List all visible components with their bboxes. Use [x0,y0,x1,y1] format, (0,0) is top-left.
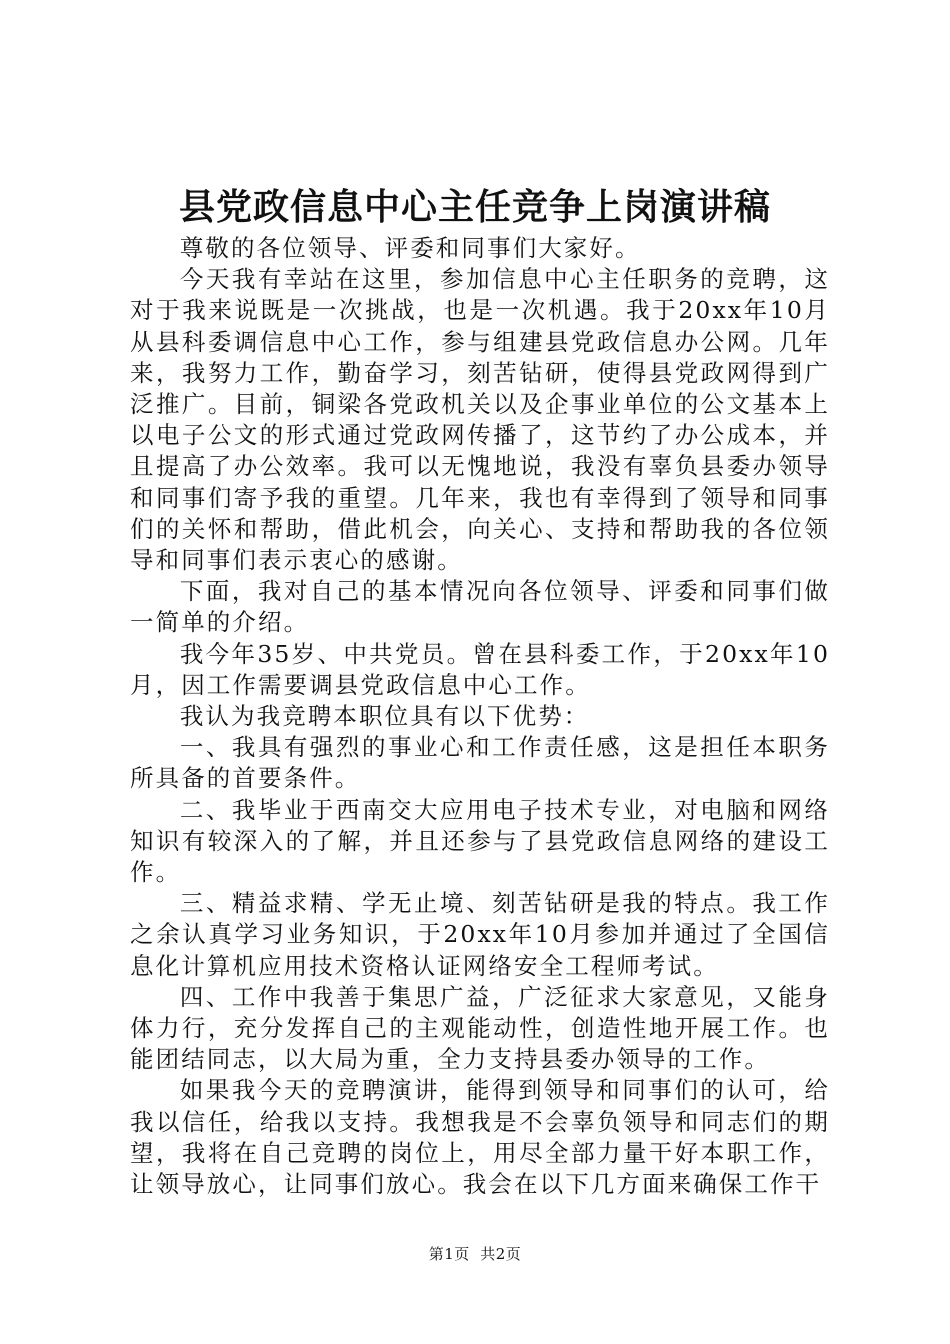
document-body [130,233,830,1200]
paragraph-advantage-4: 四、工作中我善于集思广益，广泛征求大家意见，又能身体力行，充分发挥自己的主观能动性，创造性地开展工作。也能团结同志，以大局为重，全力支持县委办领导的工作。 [130,982,830,1074]
paragraph-advantages-lead: 我认为我竞聘本职位具有以下优势： [179,702,590,731]
paragraph-self-intro-lead: 下面，我对自己的基本情况向各位领导、评委和同事们做一简单的介绍。 [130,577,830,637]
page-footer [0,1244,950,1264]
document-title: 县党政信息中心主任竞争上岗演讲稿 [178,186,771,228]
paragraph-introduction: 今天我有幸站在这里，参加信息中心主任职务的竞聘，这对于我来说既是一次挑战，也是一次机遇。我于20xx年10月从县科委调信息中心工作，参与组建县党政信息办公网。几年来，我努力工作，勤奋学习，刻苦钻研，使得县党政网得到广泛推广。目前，铜梁各党政机关以及企事业单位的公文基本上以电子公文的形式通过党政网传播了，这节约了办公成本，并且提高了办公效率。我可以无愧地说，我没有辜负县委办领导和同事们寄予我的重望。几年来，我也有幸得到了领导和同事们的关怀和帮助，借此机会，向关心、支持和帮助我的各位领导和同事们表示衷心的感谢。 [130,265,830,575]
paragraph-greeting: 尊敬的各位领导、评委和同事们大家好。 [179,234,641,262]
paragraph-basic-info: 我今年35岁、中共党员。曾在县科委工作，于20xx年10月，因工作需要调县党政信息中心工作。 [130,639,830,699]
paragraph-advantage-1: 一、我具有强烈的事业心和工作责任感，这是担任本职务所具备的首要条件。 [130,733,830,793]
paragraph-advantage-2: 二、我毕业于西南交大应用电子技术专业，对电脑和网络知识有较深入的了解，并且还参与了县党政信息网络的建设工作。 [130,795,830,887]
paragraph-advantage-3: 三、精益求精、学无止境、刻苦钻研是我的特点。我工作之余认真学习业务知识，于20xx年10月参加并通过了全国信息化计算机应用技术资格认证网络安全工程师考试。 [130,889,830,980]
paragraph-commitment: 如果我今天的竞聘演讲，能得到领导和同事们的认可，给我以信任，给我以支持。我想我是不会辜负领导和同志们的期望，我将在自己竞聘的岗位上，用尽全部力量干好本职工作，让领导放心，让同事们放心。我会在以下几方面来确保工作干 [130,1076,830,1199]
page-number: 第1页 共2页 [428,1245,522,1263]
